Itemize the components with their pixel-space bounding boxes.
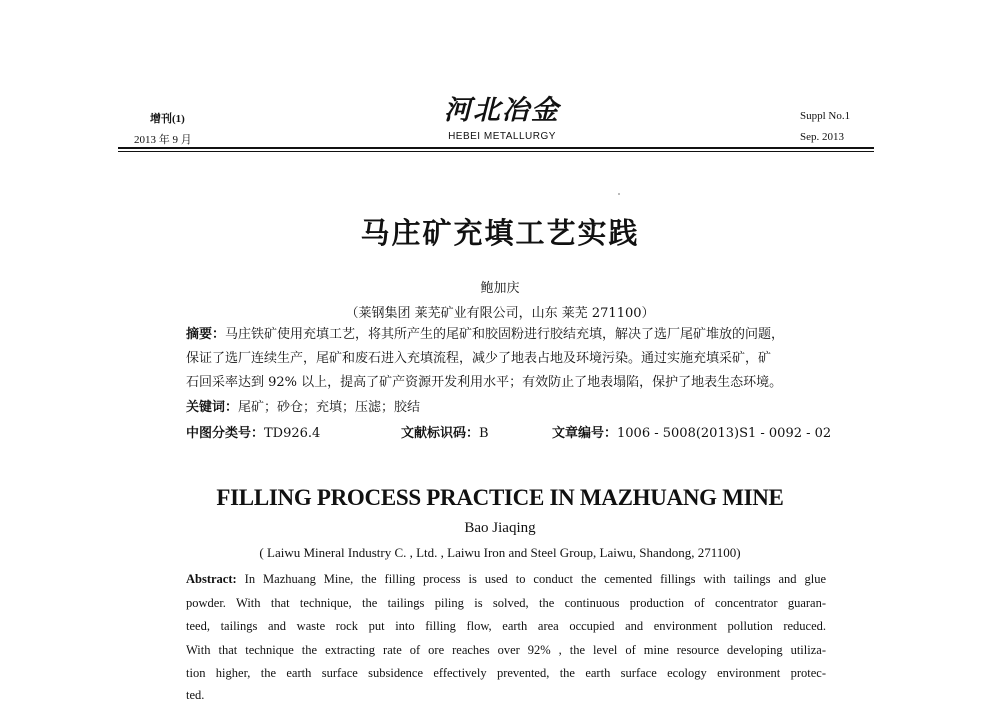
article-no-value: 1006 - 5008(2013)S1 - 0092 - 02 bbox=[617, 426, 832, 441]
abstract-zh-text: 马庄铁矿使用充填工艺，将其所产生的尾矿和胶固粉进行胶结充填，解决了选厂尾矿堆放的问题， bbox=[225, 327, 785, 342]
journal-logo: 河北冶金 bbox=[444, 95, 560, 126]
header-rule-thick bbox=[118, 147, 874, 149]
doc-code-label: 文献标识码： bbox=[401, 426, 480, 441]
abstract-en-line: ted. bbox=[186, 688, 205, 702]
scan-speck bbox=[618, 193, 620, 195]
journal-name-en: HEBEI METALLURGY bbox=[448, 131, 556, 142]
abstract-en-line: teed, tailings and waste rock put into filling flow, earth area occupied and environment pollution reduced. bbox=[186, 619, 826, 633]
abstract-label-zh: 摘要： bbox=[186, 327, 226, 342]
doc-code-value: B bbox=[479, 426, 489, 441]
abstract-zh-line: 石回采率达到 92% 以上，提高了矿产资源开发利用水平；有效防止了地表塌陷，保护了地表生态环境。 bbox=[186, 375, 783, 390]
article-no-field bbox=[552, 422, 831, 441]
issue-date-en: Sep. 2013 bbox=[800, 131, 844, 143]
article-title-en: FILLING PROCESS PRACTICE IN MAZHUANG MINE bbox=[216, 485, 784, 510]
header-rule-thin bbox=[118, 151, 874, 152]
clc-field bbox=[186, 422, 320, 441]
author-en: Bao Jiaqing bbox=[464, 520, 536, 536]
keywords-zh: 尾矿；砂仓；充填；压滤；胶结 bbox=[238, 400, 421, 415]
affiliation-en: ( Laiwu Mineral Industry C. , Ltd. , Laiwu Iron and Steel Group, Laiwu, Shandong, 271100) bbox=[259, 545, 741, 560]
abstract-zh-line: 保证了选厂连续生产，尾矿和废石进入充填流程，减少了地表占地及环境污染。通过实施充填采矿，矿 bbox=[186, 351, 772, 366]
abstract-zh-line bbox=[186, 326, 826, 344]
abstract-label-en: Abstract: bbox=[186, 572, 237, 586]
abstract-en-line: tion higher, the earth surface subsidence effectively prevented, the earth surface ecology environment protec- bbox=[186, 666, 826, 680]
article-title-zh: 马庄矿充填工艺实践 bbox=[360, 216, 640, 250]
article-no-label: 文章编号： bbox=[552, 426, 618, 441]
clc-label: 中图分类号： bbox=[186, 426, 265, 441]
clc-value: TD926.4 bbox=[264, 426, 321, 441]
classification-row bbox=[186, 422, 832, 441]
author-zh: 鲍加庆 bbox=[480, 281, 520, 296]
supplement-issue-zh: 增刊(1) bbox=[150, 113, 185, 125]
supplement-issue-en: Suppl No.1 bbox=[800, 110, 851, 122]
abstract-en-text: In Mazhuang Mine, the filling process is used to conduct the cemented fillings with tailings and glue bbox=[244, 572, 827, 586]
abstract-en-line: With that technique the extracting rate of ore reaches over 92% , the level of mine resource developing utiliza- bbox=[186, 643, 826, 657]
doc-code-field bbox=[401, 422, 489, 441]
keywords-zh-line bbox=[186, 399, 826, 417]
issue-date-zh: 2013 年 9 月 bbox=[134, 134, 192, 146]
abstract-en-line bbox=[186, 570, 826, 588]
affiliation-zh: （莱钢集团 莱芜矿业有限公司，山东 莱芜 271100） bbox=[345, 306, 655, 321]
keywords-label-zh: 关键词： bbox=[186, 400, 239, 415]
abstract-en-line: powder. With that technique, the tailings piling is solved, the continuous production of concentrator guaran- bbox=[186, 596, 826, 610]
